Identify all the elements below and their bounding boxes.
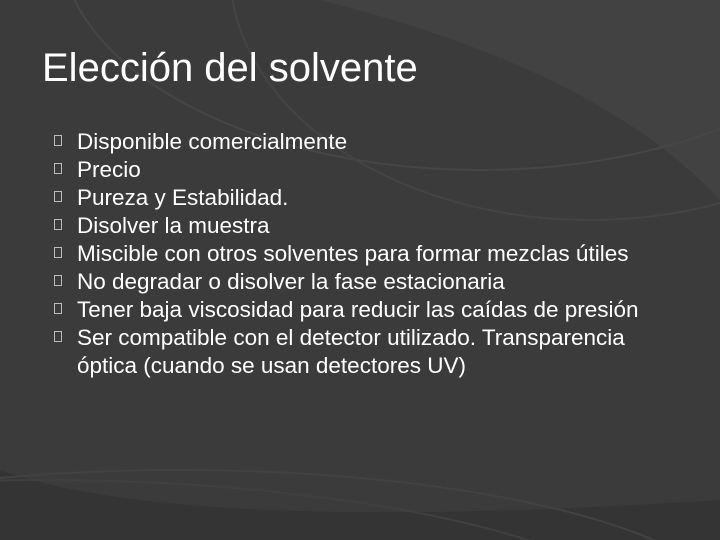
- list-item: [54, 156, 654, 184]
- square-bullet-icon: [54, 191, 62, 202]
- square-bullet-icon: [54, 163, 62, 174]
- list-item: [54, 296, 654, 324]
- list-item: [54, 268, 654, 296]
- bullet-text: Disolver la muestra: [77, 213, 270, 238]
- bullet-text: Ser compatible con el detector utilizado. Transparencia óptica (cuando se usan detectores UV): [77, 325, 625, 378]
- square-bullet-icon: [54, 303, 62, 314]
- bullet-text: Miscible con otros solventes para formar mezclas útiles: [77, 241, 629, 266]
- list-item: [54, 128, 654, 156]
- square-bullet-icon: [54, 247, 62, 258]
- bullet-text: Disponible comercialmente: [77, 129, 348, 154]
- square-bullet-icon: [54, 275, 62, 286]
- list-item: [54, 240, 654, 268]
- bullet-list: [54, 128, 654, 380]
- slide-title: Elección del solvente: [42, 46, 418, 90]
- list-item: [54, 184, 654, 212]
- bullet-text: Tener baja viscosidad para reducir las caídas de presión: [77, 297, 639, 322]
- bullet-text: Pureza y Estabilidad.: [77, 185, 289, 210]
- bullet-text: Precio: [77, 157, 141, 182]
- list-item: [54, 324, 654, 380]
- list-item: [54, 212, 654, 240]
- square-bullet-icon: [54, 331, 62, 342]
- square-bullet-icon: [54, 219, 62, 230]
- square-bullet-icon: [54, 135, 62, 146]
- bullet-text: No degradar o disolver la fase estacionaria: [77, 269, 505, 294]
